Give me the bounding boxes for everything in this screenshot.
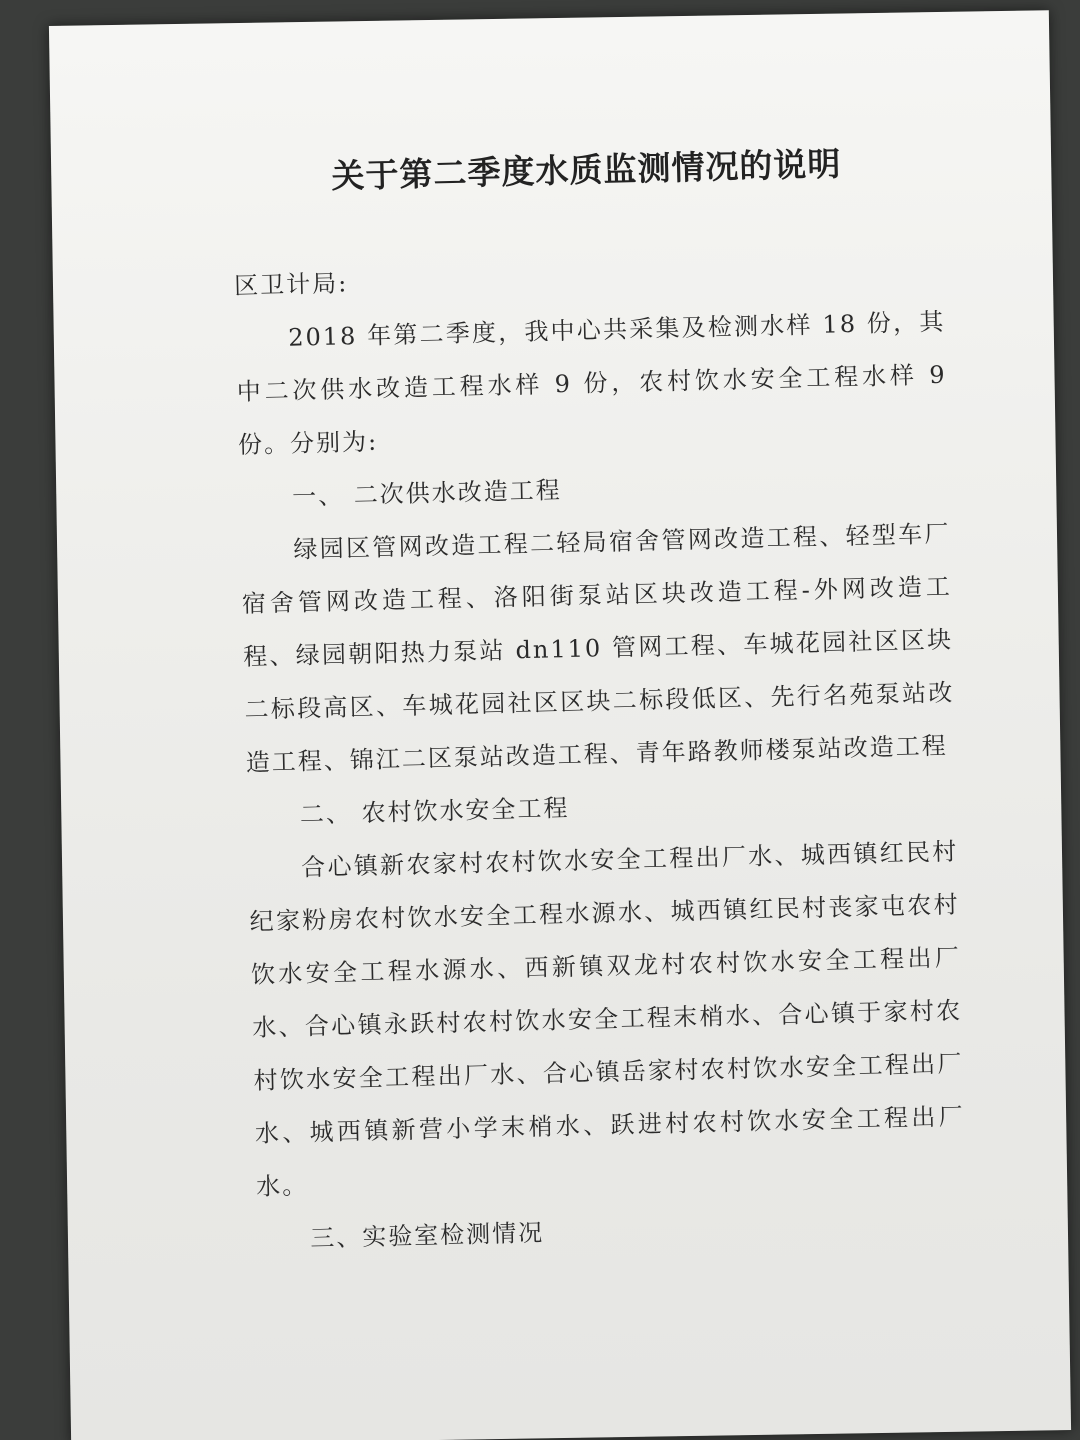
section-body-2: 合心镇新农家村农村饮水安全工程出厂水、城西镇红民村纪家粉房农村饮水安全工程水源水、城西镇红民村丧家屯农村饮水安全工程水源水、西新镇双龙村农村饮水安全工程出厂水、合心镇永跃村农村饮水安全工程末梢水、合心镇于家村农村饮水安全工程出厂水、合心镇岳家村农村饮水安全工程出厂水、城西镇新营小学末梢水、跃进村农村饮水安全工程出厂水。 — [249, 837, 966, 1201]
document-title: 关于第二季度水质监测情况的说明 — [331, 144, 842, 196]
section-heading-1: 一、 二次供水改造工程 — [291, 476, 563, 511]
section-heading-2: 二、 农村饮水安全工程 — [299, 794, 570, 829]
paper-sheet — [49, 10, 1071, 1440]
section-body-1: 绿园区管网改造工程二轻局宿舍管网改造工程、轻型车厂宿舍管网改造工程、洛阳街泵站区块改造工程-外网改造工程、绿园朝阳热力泵站 dn110 管网工程、车城花园社区区块二标段高区、车城花园社区区块二标段低区、先行名苑泵站改造工程、锦江二区泵站改造工程、青年路教师楼泵站改造工程 — [241, 519, 955, 777]
section-heading-3: 三、实验室检测情况 — [309, 1218, 545, 1253]
salutation: 区卫计局: — [233, 269, 349, 301]
document-content — [231, 136, 968, 1267]
intro-paragraph: 2018 年第二季度，我中心共采集及检测水样 18 份，其中二次供水改造工程水样 9 份，农村饮水安全工程水样 9 份。分别为: — [236, 307, 947, 460]
